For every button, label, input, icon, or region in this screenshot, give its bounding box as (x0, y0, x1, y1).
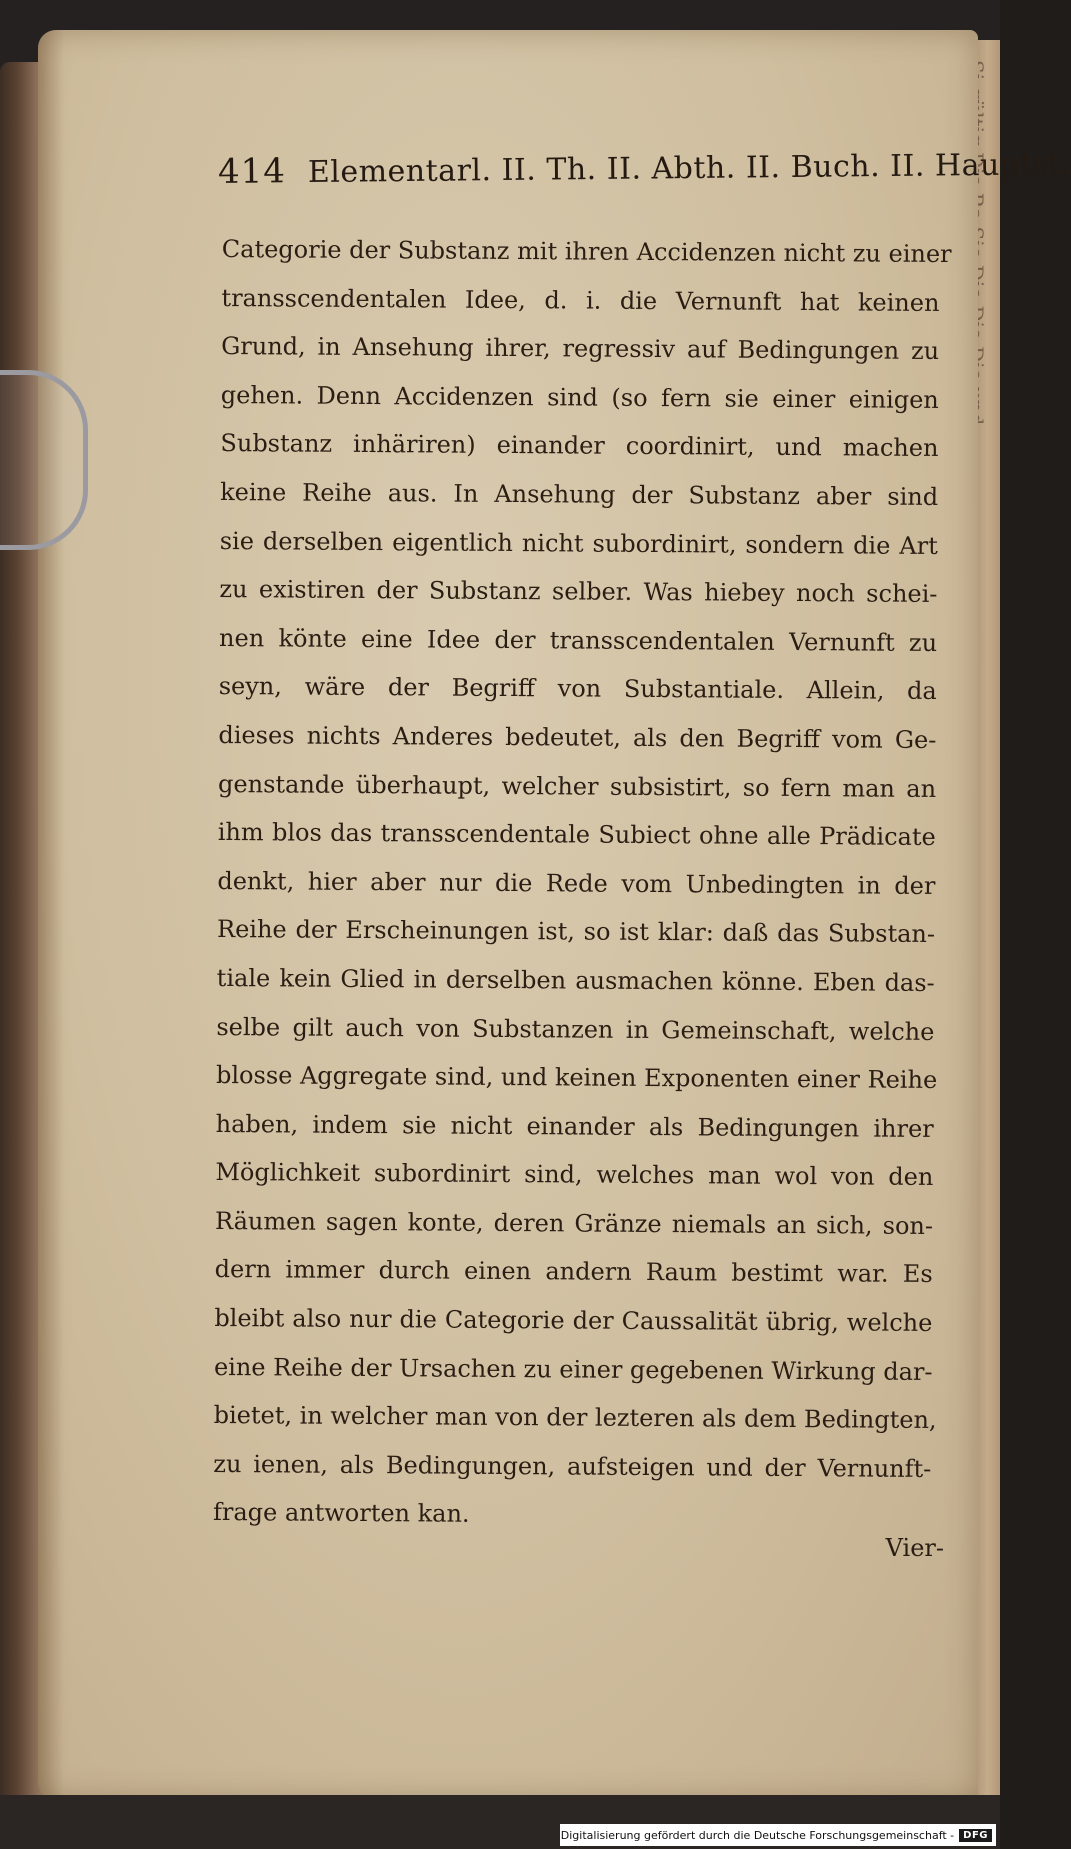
body-text (212, 225, 952, 1530)
text-line: ihm blos das transscendentale Subiect ohne alle Prädicate (217, 818, 936, 852)
digitization-footer (560, 1824, 996, 1846)
text-line: zu ienen, als Bedingungen, aufsteigen und der Vernunft- (213, 1449, 932, 1483)
page-clip (0, 370, 88, 550)
text-line: Categorie der Substanz mit ihren Accidenzen nicht zu einer (221, 234, 952, 269)
text-line: tiale kein Glied in derselben ausmachen könne. Eben das- (216, 963, 935, 997)
text-line: transscendentalen Idee, d. i. die Vernunft hat keinen (221, 283, 940, 317)
text-line: Möglichkeit subordinirt sind, welches man wol von den (215, 1158, 934, 1192)
text-line: seyn, wäre der Begriff von Substantiale. Allein, da (218, 672, 937, 706)
text-line: gehen. Denn Accidenzen sind (so fern sie einer einigen (220, 380, 939, 414)
text-line: haben, indem sie nicht einander als Bedingungen ihrer (215, 1109, 934, 1143)
catchword: Vier- (885, 1534, 944, 1562)
text-line: zu existiren der Substanz selber. Was hiebey noch schei- (219, 575, 938, 609)
running-head: Elementarl. II. Th. II. Abth. II. Buch. II. Hauptst. (307, 147, 1071, 191)
page-number: 414 (217, 151, 287, 192)
text-line: nen könte eine Idee der transscendentalen Vernunft zu (219, 623, 938, 657)
text-line: denkt, hier aber nur die Rede vom Unbedingten in der (217, 866, 936, 900)
text-line: frage antworten kan. (212, 1498, 470, 1529)
text-line: selbe gilt auch von Substanzen in Gemeinschaft, welche (216, 1012, 935, 1046)
footer-credit: Digitalisierung gefördert durch die Deutsche Forschungsgemeinschaft - (560, 1828, 955, 1842)
text-line: blosse Aggregate sind, und keinen Exponenten einer Reihe (215, 1061, 938, 1095)
text-line: genstande überhaupt, welcher subsistirt, so fern man an (218, 769, 937, 803)
text-line: dern immer durch einen andern Raum bestimt war. Es (214, 1255, 933, 1289)
text-line: eine Reihe der Ursachen zu einer gegebenen Wirkung dar- (213, 1352, 933, 1386)
text-line: Grund, in Ansehung ihrer, regressiv auf Bedingungen zu (221, 332, 940, 366)
text-line: bleibt also nur die Categorie der Caussalität übrig, welche (214, 1304, 933, 1338)
text-line: Substanz inhäriren) einander coordinirt, und machen (220, 429, 939, 463)
text-line: Reihe der Erscheinungen ist, so ist klar: daß das Substan- (216, 915, 936, 949)
text-line: bietet, in welcher man von der lezteren als dem Bedingten, (213, 1401, 937, 1435)
text-line: dieses nichts Anderes bedeutet, als den Begriff vom Ge- (218, 720, 937, 754)
text-line: keine Reihe aus. In Ansehung der Substanz aber sind (220, 477, 939, 511)
text-line: Räumen sagen konte, deren Gränze niemals an sich, son- (214, 1206, 934, 1240)
page-gutter-shadow (38, 30, 64, 1800)
page-header (217, 144, 1071, 198)
text-line: sie derselben eigentlich nicht subordinirt, sondern die Art (219, 526, 938, 560)
dfg-logo: DFG (959, 1829, 992, 1842)
